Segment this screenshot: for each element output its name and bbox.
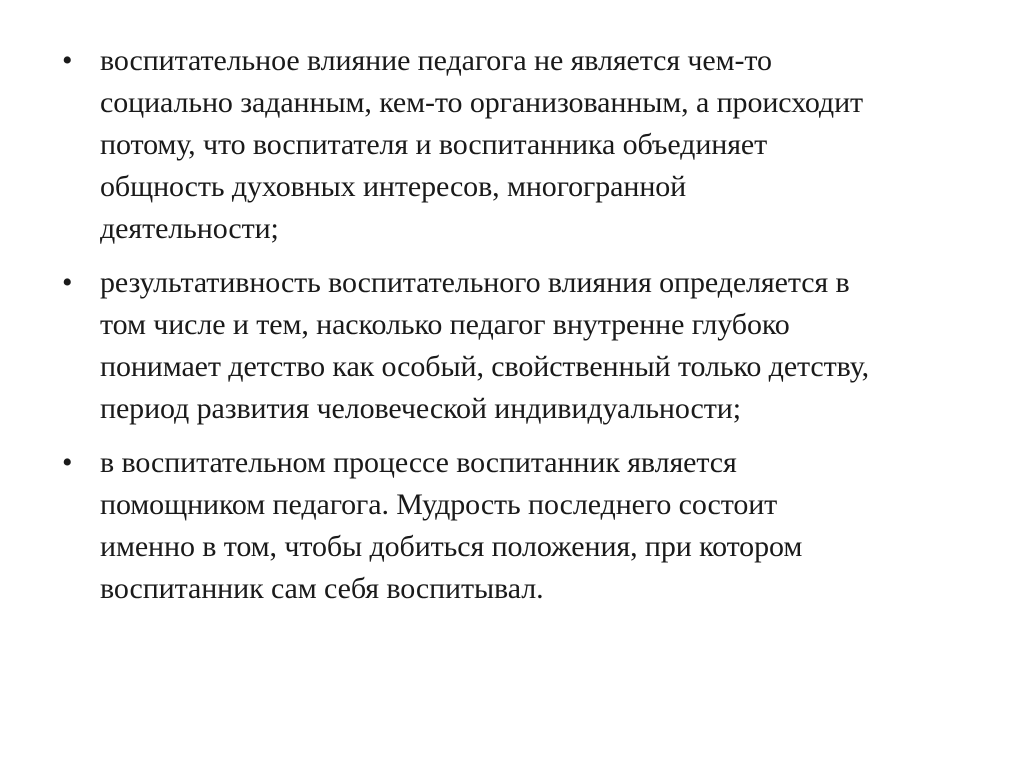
bullet-text-line: воспитательное влияние педагога не является чем-то [100,44,772,77]
bullet-list [0,40,1024,622]
bullet-text-line: социально заданным, кем-то организованным, а происходит [100,86,864,119]
bullet-text-line: деятельности; [100,212,279,245]
bullet-text-line: потому, что воспитателя и воспитанника объединяет [100,128,768,161]
bullet-marker: • [62,44,73,77]
bullet-text-line: помощником педагога. Мудрость последнего состоит [100,488,778,521]
bullet-marker: • [62,266,73,299]
bullet-text-line: общность духовных интересов, многогранной [100,170,687,203]
bullet-text-line: воспитанник сам себя воспитывал. [100,572,544,605]
bullet-text-line: в воспитательном процессе воспитанник является [100,446,737,479]
bullet-marker: • [62,446,73,479]
bullet-item-1 [0,40,1024,250]
bullet-text-line: период развития человеческой индивидуальности; [100,392,741,425]
bullet-item-3 [0,442,1024,610]
bullet-text-line: результативность воспитательного влияния определяется в [100,266,850,299]
bullet-text-line: том числе и тем, насколько педагог внутренне глубоко [100,308,790,341]
bullet-item-2 [0,262,1024,430]
bullet-text-line: понимает детство как особый, свойственный только детству, [100,350,869,383]
bullet-text-line: именно в том, чтобы добиться положения, при котором [100,530,803,563]
